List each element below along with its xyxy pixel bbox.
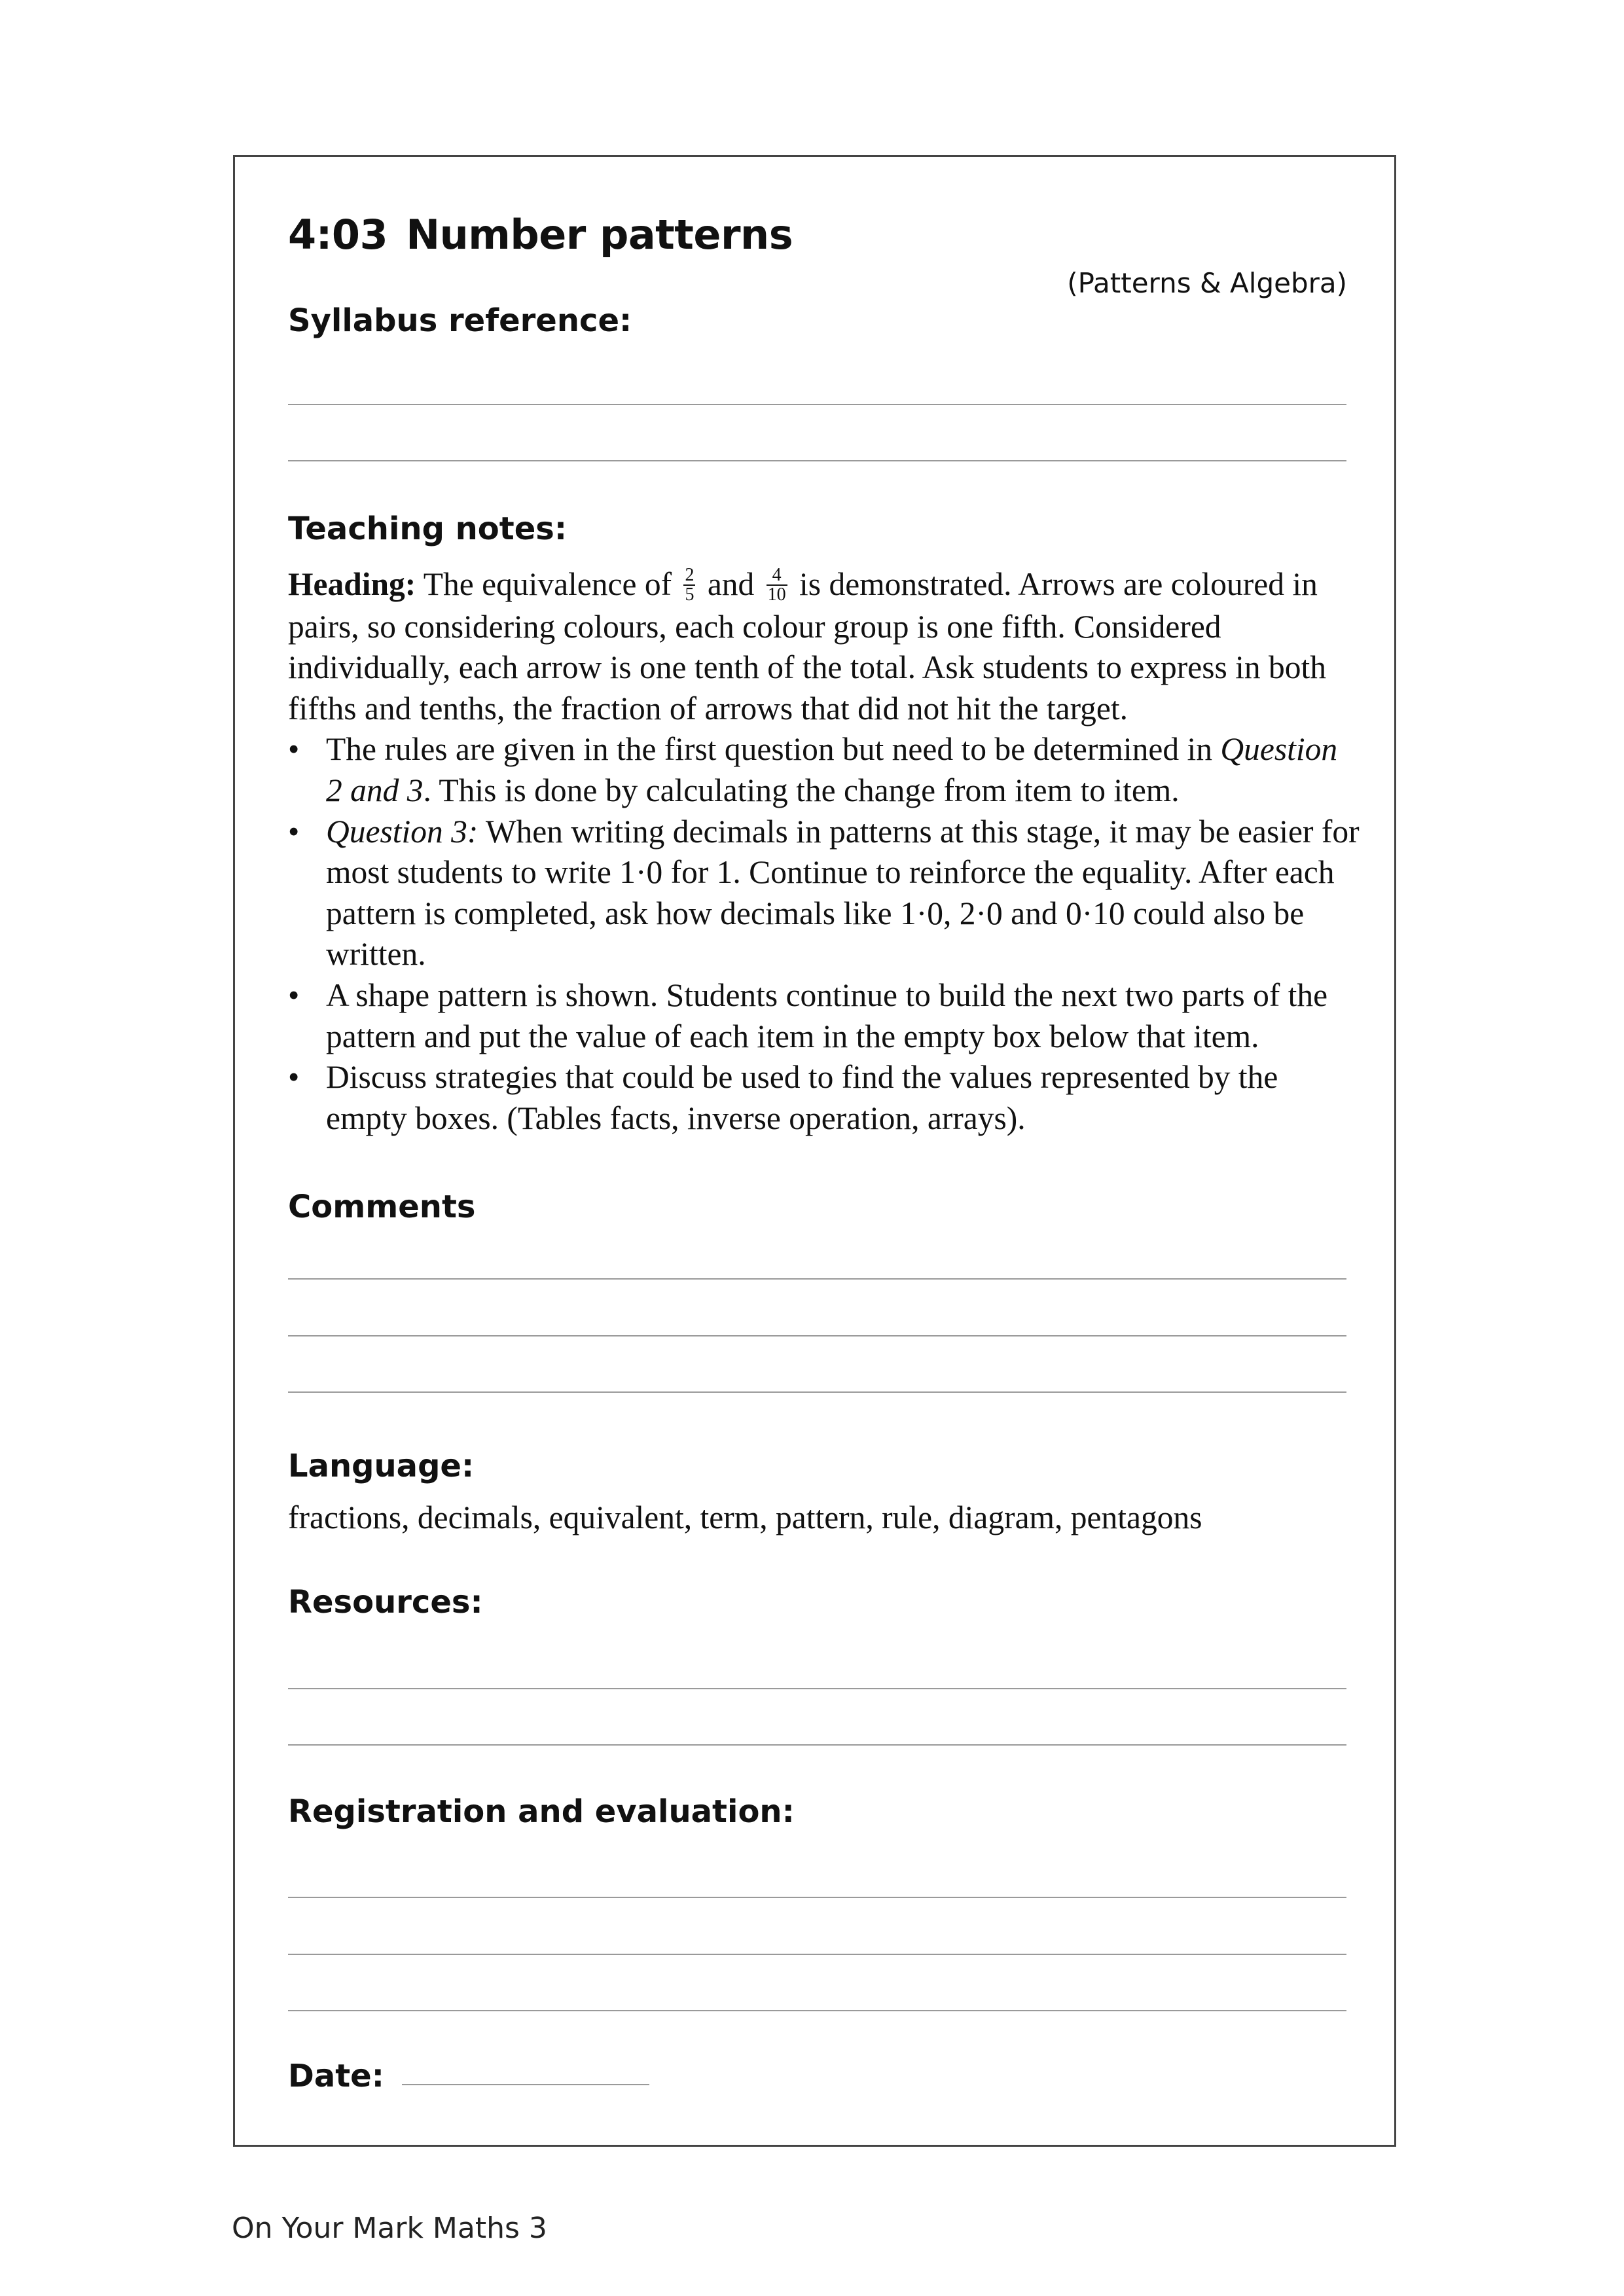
list-item (288, 975, 1362, 1057)
language-text: fractions, decimals, equivalent, term, pattern, rule, diagram, pentagons (288, 1499, 1202, 1535)
footer-book-title: On Your Mark Maths 3 (232, 2212, 547, 2245)
heading-label: Heading: (288, 566, 416, 602)
resources-heading: Resources: (288, 1584, 483, 1621)
fraction-denominator: 5 (685, 584, 695, 605)
fraction-two-fifths (683, 566, 695, 604)
strand-label: (Patterns & Algebra) (1067, 267, 1347, 299)
syllabus-reference-heading: Syllabus reference: (288, 302, 632, 339)
syllabus-line-1[interactable] (288, 404, 1346, 405)
resources-line-1[interactable] (288, 1688, 1346, 1689)
language-heading: Language: (288, 1448, 475, 1484)
heading-text-2: and (699, 566, 763, 602)
bullet-text: When writing decimals in patterns at this stage, it may be easier for most students to write 1·0 for 1. Continue to reinforce the equality. After each pattern is completed, ask how decimals like 1·0, 2·0 and 0·10 could also be written. (326, 813, 1360, 973)
syllabus-line-2[interactable] (288, 460, 1346, 461)
bullet-italic: Question 3: (326, 813, 478, 850)
registration-line-2[interactable] (288, 1954, 1346, 1955)
teaching-notes-list (288, 729, 1362, 1139)
comments-heading: Comments (288, 1189, 476, 1225)
fraction-numerator: 2 (685, 564, 695, 585)
comments-line-2[interactable] (288, 1335, 1346, 1336)
resources-line-2[interactable] (288, 1744, 1346, 1746)
bullet-text: . This is done by calculating the change from item to item. (423, 772, 1180, 809)
registration-line-1[interactable] (288, 1897, 1346, 1898)
bullet-text: A shape pattern is shown. Students continue to build the next two parts of the pattern and put the value of each item in the empty box below that item. (326, 977, 1328, 1054)
bullet-text: The rules are given in the first question but need to be determined in (326, 731, 1221, 768)
page-title (288, 211, 793, 259)
section-number: 4:03 (288, 211, 388, 259)
fraction-four-tenths (767, 566, 787, 604)
heading-text-3: is demonstrated. Arrows are coloured in pairs, so considering colours, each colour group is one fifth. Considered individually, each arrow is one tenth of the total. Ask students to express in both fifths and tenths, the fraction of arrows that did not hit the target. (288, 566, 1327, 726)
teaching-notes-body (288, 564, 1362, 1139)
bullet-text: Discuss strategies that could be used to find the values represented by the empty boxes. (Tables facts, inverse operation, arrays). (326, 1059, 1278, 1136)
registration-heading: Registration and evaluation: (288, 1793, 795, 1830)
list-item (288, 812, 1362, 975)
fraction-numerator: 4 (767, 566, 787, 586)
heading-text-1: The equivalence of (416, 566, 680, 602)
teaching-notes-heading: Teaching notes: (288, 511, 568, 547)
page-frame (233, 155, 1396, 2147)
comments-line-3[interactable] (288, 1391, 1346, 1393)
list-item (288, 1057, 1362, 1139)
bullet-italic: Question 2 and 3 (326, 731, 1338, 809)
list-item (288, 729, 1362, 811)
section-title: Number patterns (406, 211, 793, 259)
comments-line-1[interactable] (288, 1278, 1346, 1280)
date-label: Date: (288, 2058, 384, 2094)
registration-line-3[interactable] (288, 2010, 1346, 2011)
date-field-line[interactable] (402, 2084, 649, 2085)
fraction-denominator: 10 (767, 584, 786, 605)
heading-note (288, 564, 1362, 729)
